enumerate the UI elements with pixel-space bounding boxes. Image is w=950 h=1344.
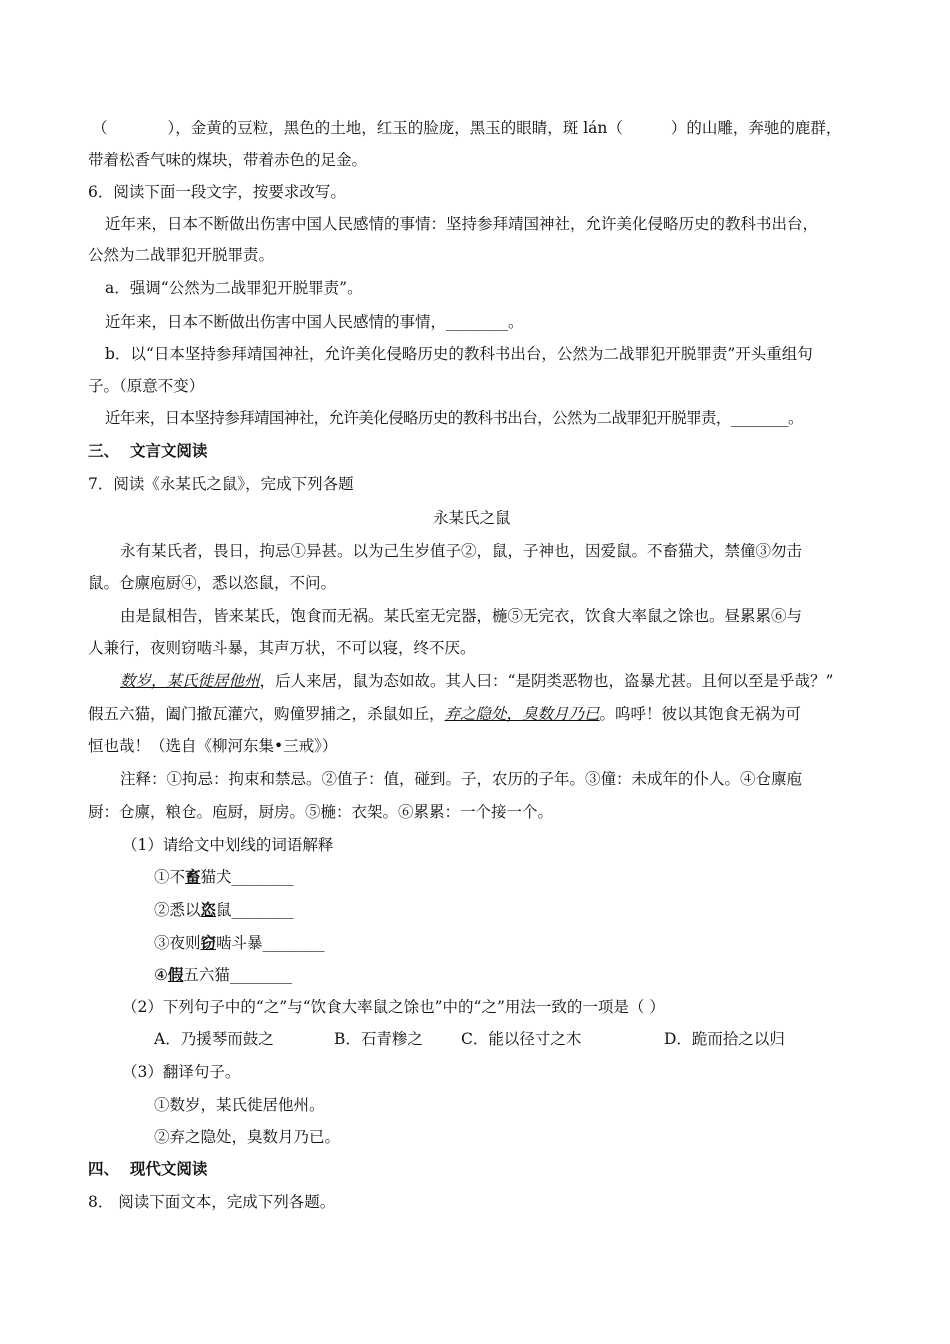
passage-heading: 永某氏之鼠 (433, 509, 511, 527)
underlined-word: 恣 (200, 900, 217, 919)
option-a: A．乃援琴而鼓之 (154, 1030, 274, 1048)
q5-text-a: （ (92, 119, 108, 137)
answer-blank: 鼠________ (216, 901, 294, 919)
notes-line-2: 厨：仓廪，粮仓。庖厨，厨房。⑤椸：衣架。⑥累累：一个接一个。 (88, 803, 554, 821)
sub-question-3: （3）翻译句子。 (122, 1063, 241, 1081)
word-text: ①不 (154, 868, 186, 886)
q5-text-c: ）的山雕，奔驰的鹿群， (670, 119, 842, 137)
q6-part-a: a．强调“公然为二战罪犯开脱罪责”。 (105, 279, 363, 297)
underlined-sentence-2: 弃之隐处，臭数月乃已 (444, 705, 600, 723)
q6-title: 6．阅读下面一段文字，按要求改写。 (88, 183, 346, 201)
section-3-heading (88, 440, 207, 462)
word-text: ②悉以 (154, 901, 201, 919)
q5-line-2: 带着松香气味的煤块，带着赤色的足金。 (88, 151, 368, 169)
underlined-word: 畜 (185, 867, 201, 886)
q6-part-a-answer: 近年来，日本不断做出伤害中国人民感情的事情，________。 (105, 313, 524, 331)
q6-part-b-line-2: 子。（原意不变） (88, 377, 205, 395)
passage-text: 假五六猫，阖门撤瓦灌穴，购僮罗捕之，杀鼠如丘， (88, 705, 445, 723)
translate-item-2: ②弃之隐处，臭数月乃已。 (154, 1128, 341, 1146)
passage-text: 。呜呼！彼以其饱食无祸为可 (599, 705, 802, 723)
passage-p2-line-2: 人兼行，夜则窃啮斗暴，其声万状，不可以寝，终不厌。 (88, 639, 476, 657)
passage-p3-line-1 (120, 670, 833, 692)
passage-p3-line-3: 恒也哉！（选自《柳河东集•三戒》） (88, 737, 338, 755)
word-item-3 (154, 932, 325, 954)
answer-blank: 猫犬________ (200, 868, 294, 886)
passage-text: ，后人来居，鼠为态如故。其人曰：“是阴类恶物也，盗暴尤甚。且何以至是乎哉？” (259, 672, 834, 690)
option-b: B．石青糁之 (334, 1030, 423, 1048)
underlined-word: 假 (167, 965, 184, 984)
section-4-heading (88, 1158, 207, 1180)
underlined-sentence-1: 数岁，某氏徙居他州 (120, 672, 260, 690)
section-title: 现代文阅读 (129, 1159, 208, 1178)
option-d: D．跪而拾之以归 (664, 1030, 785, 1048)
notes-line-1: 注释：①拘忌：拘束和禁忌。②值子：值，碰到。子，农历的子年。③僮：未成年的仆人。④仓廪庖 (120, 770, 803, 788)
answer-blank: 啮斗暴________ (216, 934, 325, 952)
section-title: 文言文阅读 (129, 441, 208, 460)
passage-p3-line-2 (88, 703, 801, 725)
q6-part-b-answer: 近年来，日本坚持参拜靖国神社，允许美化侵略历史的教科书出台，公然为二战罪犯开脱罪责，________。 (105, 409, 803, 427)
q6-passage-line-2: 公然为二战罪犯开脱罪责。 (88, 246, 275, 264)
translate-item-1: ①数岁，某氏徙居他州。 (154, 1096, 325, 1114)
section-number: 三、 (88, 441, 120, 460)
passage-p1-line-2: 鼠。仓廪庖厨④，悉以恣鼠，不问。 (88, 574, 337, 592)
word-item-2 (154, 899, 294, 921)
passage-p1-line-1: 永有某氏者，畏日，拘忌①异甚。以为己生岁值子②，鼠，子神也，因爱鼠。不畜猫犬，禁僮③勿击 (120, 542, 803, 560)
q6-passage-line-1: 近年来，日本不断做出伤害中国人民感情的事情：坚持参拜靖国神社，允许美化侵略历史的教科书出台， (105, 215, 819, 233)
q5-line-1 (92, 117, 841, 139)
option-c: C．能以径寸之木 (461, 1030, 582, 1048)
word-item-4 (154, 964, 292, 986)
passage-p2-line-1: 由是鼠相告，皆来某氏，饱食而无祸。某氏室无完器，椸⑤无完衣，饮食大率鼠之馀也。昼累累⑥与 (120, 607, 803, 625)
underlined-word: 窃 (200, 933, 217, 952)
q6-part-b-line-1: b．以“日本坚持参拜靖国神社，允许美化侵略历史的教科书出台，公然为二战罪犯开脱罪责”开头重组句 (105, 345, 813, 363)
sub-question-1: （1）请给文中划线的词语解释 (122, 836, 334, 854)
word-text: ④ (154, 966, 168, 984)
q5-text-b: ），金黄的豆粒，黑色的土地，红玉的脸庞，黑玉的眼睛，斑 lán（ (167, 119, 623, 137)
q8-title: 8． 阅读下面文本，完成下列各题。 (88, 1193, 336, 1211)
sub-question-2: （2）下列句子中的“之”与“饮食大率鼠之馀也”中的“之”用法一致的一项是（ ） (122, 998, 665, 1016)
word-text: ③夜则 (154, 934, 201, 952)
word-item-1 (154, 866, 294, 888)
section-number: 四、 (88, 1159, 120, 1178)
answer-blank: 五六猫________ (183, 966, 292, 984)
q7-title: 7．阅读《永某氏之鼠》，完成下列各题 (88, 475, 354, 493)
